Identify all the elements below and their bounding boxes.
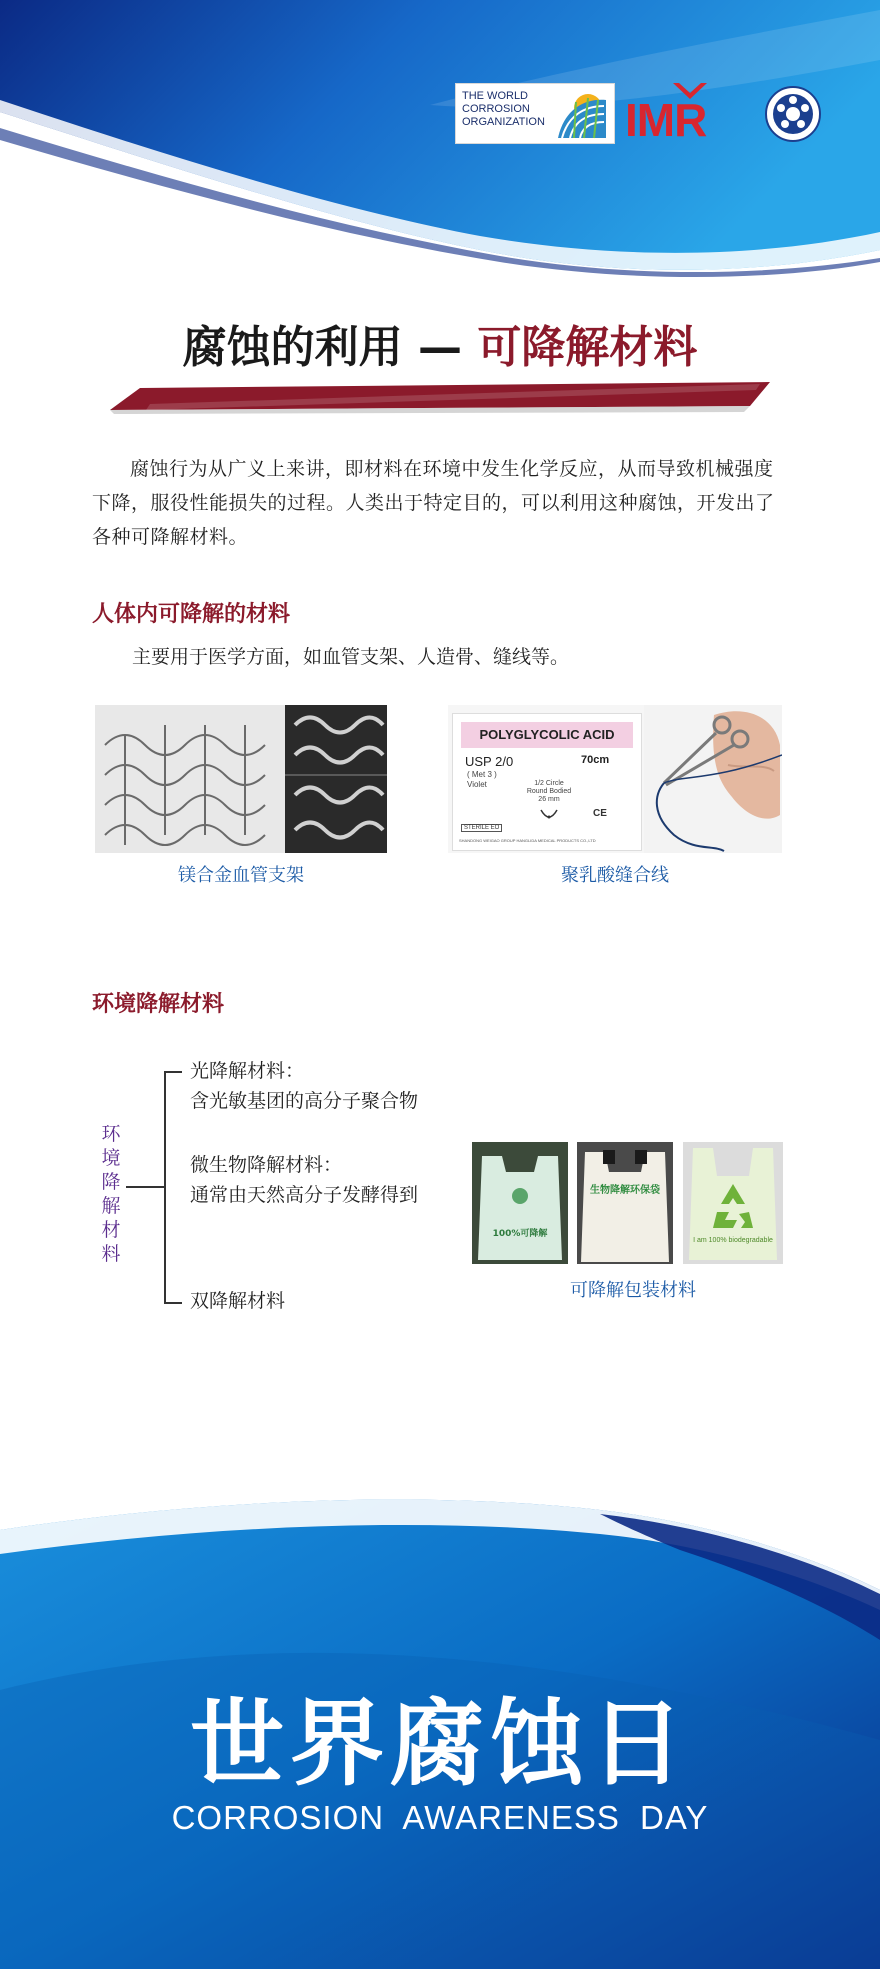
package-needle-info [521,780,577,804]
footer-subtitle: CORROSION AWARENESS DAY [171,1799,709,1836]
stent-caption: 镁合金血管支架 [178,865,304,886]
photo-degradable-desc: 含光敏基团的高分子聚合物 [190,1090,419,1112]
microbial-degradable-desc: 通常由天然高分子发酵得到 [190,1184,419,1206]
section1-description: 主要用于医学方面，如血管支架、人造骨、缝线等。 [132,646,570,668]
needle-length: 26 mm [538,796,560,803]
hand-forceps-illustration [644,705,782,853]
title-part-2: 可降解材料 [477,322,698,373]
photo-degradable-title: 光降解材料： [190,1060,305,1082]
microbial-degradable-title: 微生物降解材料： [190,1154,343,1176]
tree-root-connector [126,1186,164,1188]
globe-sun-icon [554,88,610,140]
ce-mark: CE [593,808,607,819]
dual-degradable-title: 双降解材料 [190,1290,286,1312]
package-usp: USP 2/0 [465,754,514,769]
suture-caption: 聚乳酸缝合线 [561,865,669,886]
wco-logo [455,83,615,144]
package-length: 70cm [581,754,610,766]
wco-line-3: ORGANIZATION [462,116,545,128]
suture-photo [448,705,782,853]
title-underline-bar [110,380,770,414]
suture-package [452,713,642,851]
imr-text: IMR [625,94,707,146]
root-char-3: 降 [101,1171,121,1193]
bag-3-label: I am 100% biodegradable [693,1237,773,1244]
section2-heading: 环境降解材料 [92,992,225,1017]
root-char-2: 境 [101,1147,121,1169]
needle-curve: 1/2 Circle [534,780,564,787]
intro-paragraph: 腐蚀行为从广义上来讲，即材料在环境中发生化学反应，从而导致机械强度下降，服役性能损失的过程。人类出于特定目的，可以利用这种腐蚀，开发出了各种可降解材料。 [92,458,775,548]
section1-heading: 人体内可降解的材料 [92,602,291,627]
wco-line-2: CORROSION [462,103,530,115]
bags-caption: 可降解包装材料 [570,1280,696,1301]
root-char-1: 环 [101,1123,121,1145]
bag-2-label: 生物降解环保袋 [590,1185,660,1196]
tree-trunk [164,1071,166,1303]
package-manufacturer: SHANDONG WEIGAO GROUP HANGLIDA MEDICAL PRODUCTS CO.,LTD [459,838,596,843]
degradable-bag-photo-2 [577,1142,673,1264]
degradable-bag-photo-1 [472,1142,568,1264]
package-sterile: STERILE EO [461,824,502,832]
magnesium-stent-photo [95,705,387,853]
package-color: Violet [467,780,487,789]
needle-type: Round Bodied [526,788,572,795]
package-brand: POLYGLYCOLIC ACID [461,722,633,748]
imr-logo [625,83,755,144]
needle-icon [539,808,559,822]
bag-1-label: 100%可降解 [492,1229,548,1239]
wco-line-1: THE WORLD [462,90,528,102]
page-title [0,318,880,378]
root-char-6: 料 [101,1243,121,1265]
tree-branch-1 [164,1071,182,1073]
degradable-bag-photo-3 [683,1142,783,1264]
environment-degradable-label [98,1122,124,1266]
footer-title: 世界腐蚀日 [189,1690,690,1799]
package-usp-sub: ( Met 3 ) [467,770,497,779]
cas-emblem-icon [765,86,821,142]
root-char-5: 材 [101,1219,121,1241]
title-part-1: 腐蚀的利用 — [182,322,478,373]
tree-branch-3 [164,1302,182,1304]
root-char-4: 解 [101,1195,121,1217]
